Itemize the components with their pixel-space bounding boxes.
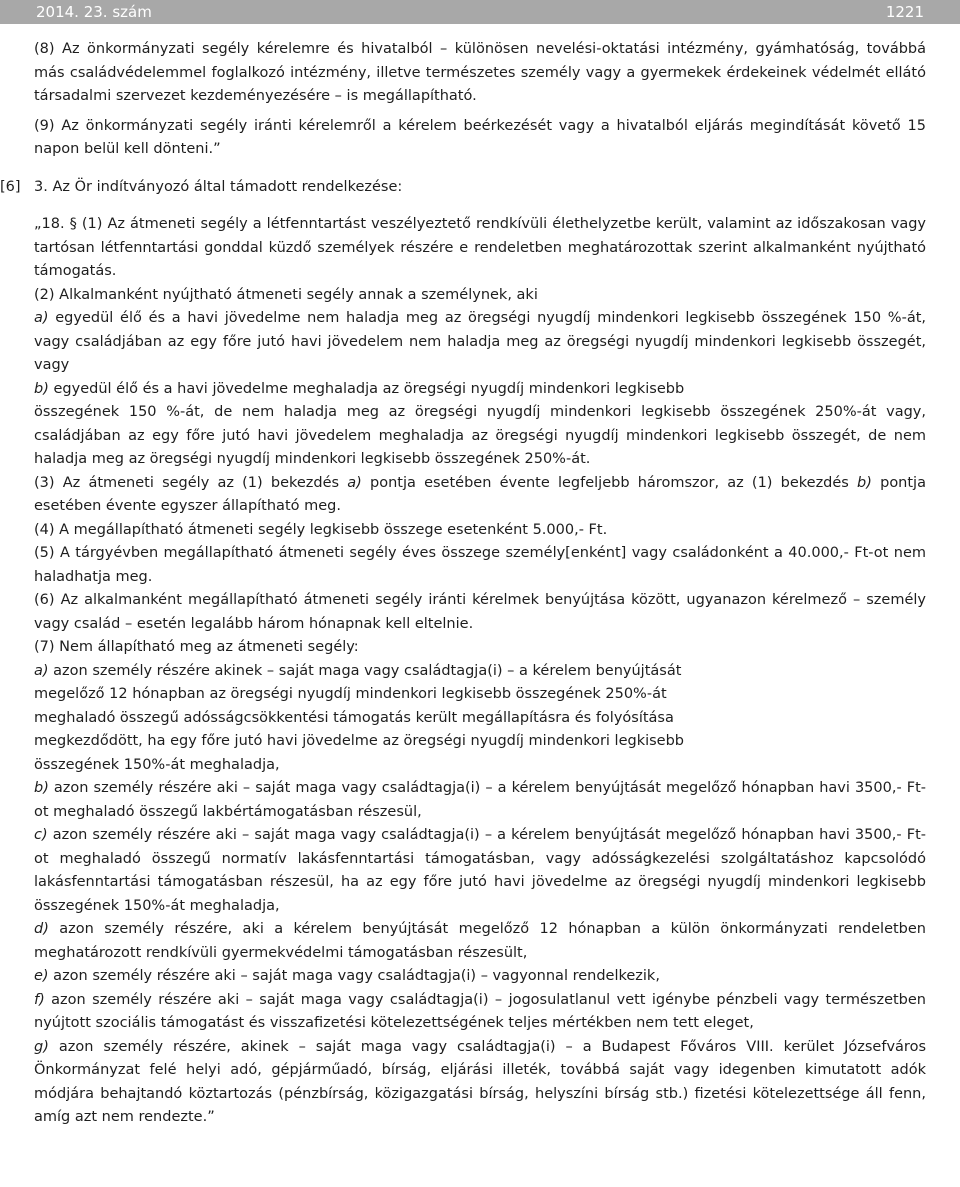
point-marker: c) bbox=[34, 827, 48, 843]
s18-point-7a-line2: megelőző 12 hónapban az öregségi nyugdíj mindenkori legkisebb összegének 250%-át bbox=[34, 686, 667, 702]
s18-point-7d: d) azon személy részére, aki a kérelem benyújtását megelőző 12 hónapban a külön önkormányzati rendeletben meghatározott rendkívüli gyermekvédelmi támogatásban részesült, bbox=[34, 921, 926, 961]
s18-point-7c: c) azon személy részére aki – saját maga vagy családtagja(i) – a kérelem benyújtását megelőző hónapban havi 3500,- Ft-ot meghaladó összegű normatív lakásfenntartási támogatásban, vagy adósságkezelési szolgáltatáshoz kapcsolódó lakásfenntartási támogatásban részesül, ha az egy főre jutó havi jövedelme az öregségi nyugdíj mindenkori legkisebb összegének 150%-át meghaladja, bbox=[34, 827, 926, 914]
section-heading bbox=[0, 176, 926, 200]
s18-paragraph-7: (7) Nem állapítható meg az átmeneti segély: bbox=[34, 639, 359, 655]
s18-paragraph-3: (3) Az átmeneti segély az (1) bekezdés a) pontja esetében évente legfeljebb háromszor, az (1) bekezdés b) pontja esetében évente egyszer állapítható meg. bbox=[34, 474, 926, 514]
s18-point-2a: a) egyedül élő és a havi jövedelme nem haladja meg az öregségi nyugdíj mindenkori legkisebb összegének 150 %-át, vagy családjában az egy főre jutó havi jövedelem nem haladja meg az öregségi nyugdíj mindenkori legkisebb összegét, vagy bbox=[34, 310, 926, 373]
page-header bbox=[0, 0, 960, 24]
s18-paragraph-5: (5) A tárgyévben megállapítható átmeneti segély éves összege személy[enként] vagy családonként a 40.000,- Ft-ot nem haladhatja meg. bbox=[34, 545, 926, 585]
point-marker: g) bbox=[34, 1038, 49, 1055]
s18-paragraph-6: (6) Az alkalmanként megállapítható átmeneti segély iránti kérelmek benyújtása között, ugyanazon kérelmező – személy vagy család – esetén legalább három hónapnak kell eltelnie. bbox=[34, 592, 926, 632]
point-marker: b) bbox=[34, 780, 49, 796]
s18-point-7a-line3: meghaladó összegű adósságcsökkentési támogatás került megállapításra és folyósítása bbox=[34, 709, 674, 726]
s18-point-7a-line1: a) azon személy részére akinek – saját maga vagy családtagja(i) – a kérelem benyújtását bbox=[34, 662, 682, 679]
paragraph-8: (8) Az önkormányzati segély kérelemre és hivatalból – különösen nevelési-oktatási intézmény, gyámhatóság, továbbá más családvédelemmel foglalkozó intézmény, illetve természetes személy vagy a gyermekek érdekeinek védelmét ellátó társadalmi szervezet kezdeményezésére – is megállapítható. bbox=[34, 41, 926, 104]
point-marker: d) bbox=[34, 921, 49, 937]
s18-point-7f: f) azon személy részére aki – saját maga vagy családtagja(i) – jogosulatlanul vett igénybe pénzbeli vagy természetben nyújtott szociális támogatást és visszafizetési kötelezettségének teljes mértékben nem tett eleget, bbox=[34, 991, 926, 1031]
point-marker: f) bbox=[34, 991, 45, 1008]
s18-paragraph-2: (2) Alkalmanként nyújtható átmeneti segély annak a személynek, aki bbox=[34, 286, 538, 303]
issue-number: 2014. 23. szám bbox=[36, 3, 152, 21]
s18-point-7a-line4: megkezdődött, ha egy főre jutó havi jövedelme az öregségi nyugdíj mindenkori legkisebb bbox=[34, 733, 685, 749]
paragraph-9: (9) Az önkormányzati segély iránti kérelemről a kérelem beérkezését vagy a hivatalból eljárás megindítását követő 15 napon belül kell dönteni.” bbox=[34, 117, 926, 157]
section-text: 3. Az Ör indítványozó által támadott rendelkezése: bbox=[34, 178, 403, 195]
s18-point-7a-line5: összegének 150%-át meghaladja, bbox=[34, 756, 280, 773]
document-body bbox=[0, 38, 926, 1130]
page-number: 1221 bbox=[885, 3, 924, 21]
point-marker: a) bbox=[34, 310, 49, 326]
point-marker: b) bbox=[34, 380, 49, 397]
s18-point-2b-rest: összegének 150 %-át, de nem haladja meg az öregségi nyugdíj mindenkori legkisebb összegének 250%-át vagy, családjában az egy főre jutó havi jövedelem meghaladja az öregségi nyugdíj mindenkori legkisebb összegét, de nem haladja meg az öregségi nyugdíj mindenkori legkisebb összegének 250%-át. bbox=[34, 404, 926, 467]
s18-point-7b: b) azon személy részére aki – saját maga vagy családtagja(i) – a kérelem benyújtását megelőző hónapban havi 3500,- Ft-ot meghaladó összegű lakbértámogatásban részesül, bbox=[34, 780, 926, 820]
s18-point-2b-line1: b) egyedül élő és a havi jövedelme meghaladja az öregségi nyugdíj mindenkori legkisebb bbox=[34, 380, 685, 397]
s18-point-7e: e) azon személy részére aki – saját maga vagy családtagja(i) – vagyonnal rendelkezik, bbox=[34, 968, 660, 984]
point-marker: e) bbox=[34, 968, 49, 984]
point-marker: a) bbox=[34, 662, 49, 679]
section-label: [6] bbox=[0, 178, 21, 195]
s18-paragraph-4: (4) A megállapítható átmeneti segély legkisebb összege esetenként 5.000,- Ft. bbox=[34, 521, 608, 538]
s18-point-7g: g) azon személy részére, akinek – saját maga vagy családtagja(i) – a Budapest Főváros VIII. kerület Józsefváros Önkormányzat felé helyi adó, gépjárműadó, bírság, eljárási illeték, továbbá saját vagy idegenben kimutatott adók módjára behajtandó köztartozás (pénzbírság, közigazgatási bírság, helyszíni bírság stb.) fizetési kötelezettsége áll fenn, amíg azt nem rendezte.” bbox=[34, 1038, 926, 1125]
s18-paragraph-1: „18. § (1) Az átmeneti segély a létfenntartást veszélyeztető rendkívüli élethelyzetbe került, valamint az időszakosan vagy tartósan létfenntartási gonddal küzdő személyek részére e rendeletben meghatározottak szerint alkalmanként nyújtható támogatás. bbox=[34, 216, 926, 279]
